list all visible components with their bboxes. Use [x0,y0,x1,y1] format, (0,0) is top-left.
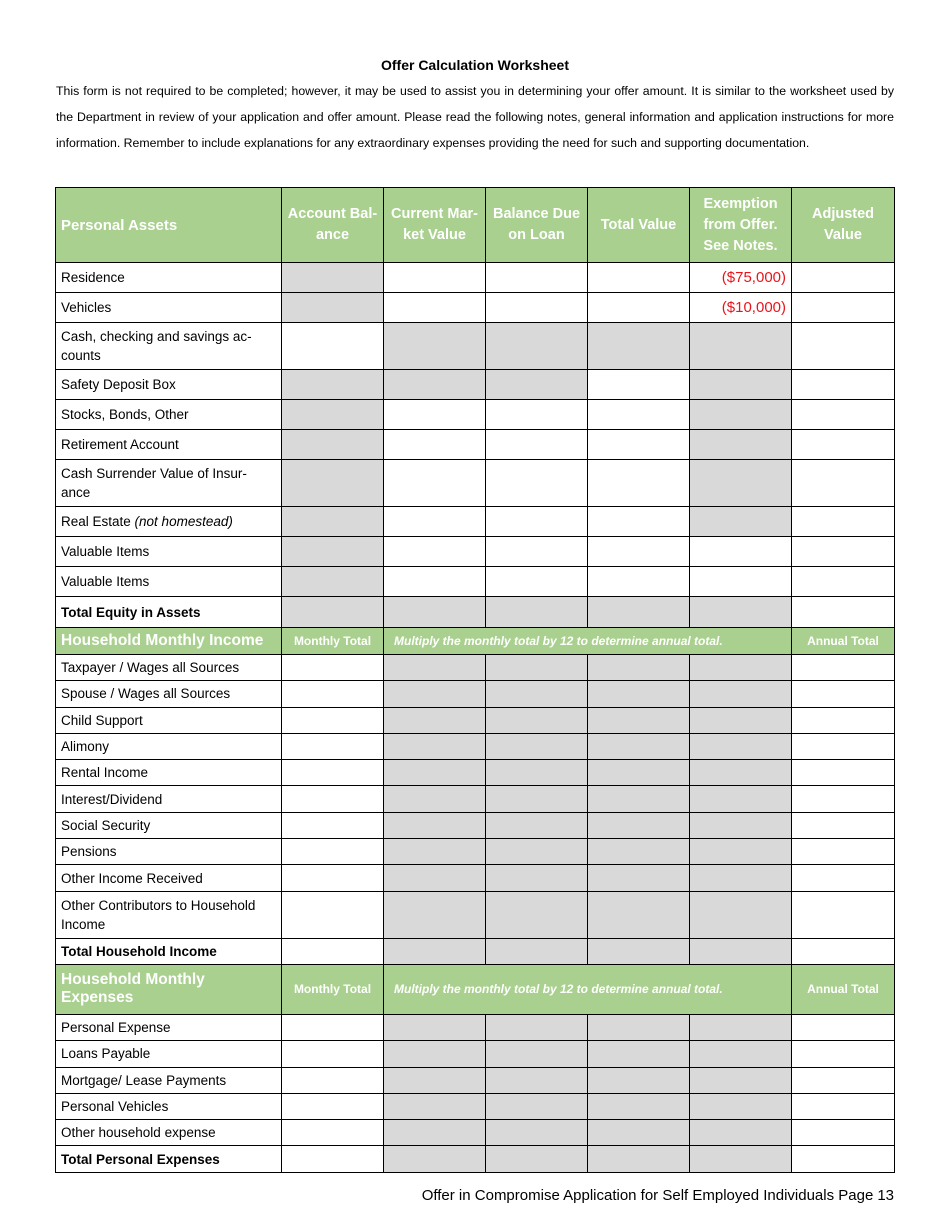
annual-total-cell[interactable] [792,1067,895,1093]
income-row-label: Pensions [56,839,282,865]
market-value-cell [384,370,486,400]
shaded-cell [690,812,792,838]
shaded-cell [384,1120,486,1146]
asset-row-safety-deposit-box [56,370,895,400]
expenses-section-title: Household Monthly Expenses [56,964,282,1014]
shaded-cell [690,1067,792,1093]
exemption-cell [690,400,792,430]
expense-row-label: Total Personal Expenses [56,1146,282,1172]
shaded-cell [690,707,792,733]
asset-row-valuable-items [56,567,895,597]
expenses-multiply-note: Multiply the monthly total by 12 to determine annual total. [384,964,792,1014]
income-rows [56,655,895,965]
shaded-cell [384,865,486,891]
expense-row [56,1067,895,1093]
total-value-cell[interactable] [588,400,690,430]
shaded-cell [588,891,690,938]
expense-row-label: Personal Expense [56,1014,282,1040]
asset-row-stocks-bonds [56,400,895,430]
income-annual-total-header: Annual Total [792,628,895,655]
shaded-cell [486,1067,588,1093]
asset-row-retirement-account [56,430,895,460]
shaded-cell [690,1014,792,1040]
shaded-cell [384,1067,486,1093]
shaded-cell [588,786,690,812]
asset-row-valuable-items [56,537,895,567]
asset-row-total-equity [56,597,895,628]
account-balance-cell [282,370,384,400]
balance-due-cell[interactable] [486,263,588,293]
shaded-cell [690,760,792,786]
adjusted-value-cell[interactable] [792,430,895,460]
annual-total-cell[interactable] [792,681,895,707]
income-row [56,891,895,938]
shaded-cell [384,1014,486,1040]
exemption-cell [690,323,792,370]
shaded-cell [486,1014,588,1040]
income-row-label: Other Income Received [56,865,282,891]
shaded-cell [588,812,690,838]
shaded-cell [690,733,792,759]
total-value-cell [588,323,690,370]
adjusted-value-cell[interactable] [792,370,895,400]
income-row-label: Taxpayer / Wages all Sources [56,655,282,681]
real-estate-label: Real Estate [61,514,135,529]
income-row-label: Other Contributors to Household Income [56,891,282,938]
col-header-adjusted-value: Adjusted Value [792,188,895,263]
total-value-cell[interactable] [588,370,690,400]
shaded-cell [588,1093,690,1119]
shaded-cell [690,938,792,964]
shaded-cell [588,1120,690,1146]
balance-due-cell[interactable] [486,567,588,597]
exemption-cell: ($75,000) [690,263,792,293]
monthly-total-cell[interactable] [282,707,384,733]
monthly-total-cell[interactable] [282,760,384,786]
income-row-label: Rental Income [56,760,282,786]
income-row [56,839,895,865]
asset-row-real-estate [56,507,895,537]
page-number: 13 [877,1187,894,1204]
shaded-cell [690,655,792,681]
shaded-cell [384,707,486,733]
offer-worksheet-table [55,187,895,1173]
monthly-total-cell[interactable] [282,1014,384,1040]
col-header-balance-due-on-loan: Balance Due on Loan [486,188,588,263]
shaded-cell [486,707,588,733]
asset-label: Cash Surrender Value of Insur-ance [56,460,282,507]
shaded-cell [690,891,792,938]
balance-due-cell[interactable] [486,507,588,537]
shaded-cell [690,1093,792,1119]
shaded-cell [690,1041,792,1067]
income-row-label: Social Security [56,812,282,838]
shaded-cell [690,839,792,865]
income-row [56,655,895,681]
account-balance-cell [282,460,384,507]
account-balance-cell [282,430,384,460]
asset-label: Residence [56,263,282,293]
balance-due-cell [486,323,588,370]
shaded-cell [690,1146,792,1172]
shaded-cell [588,707,690,733]
footer-text: Offer in Compromise Application for Self Employed Individuals Page [421,1187,874,1204]
annual-total-cell[interactable] [792,1093,895,1119]
balance-due-cell[interactable] [486,293,588,323]
asset-row-cash-accounts [56,323,895,370]
expense-row [56,1041,895,1067]
real-estate-note: (not homestead) [134,514,233,529]
income-row-label: Spouse / Wages all Sources [56,681,282,707]
total-value-cell[interactable] [588,507,690,537]
account-balance-cell[interactable] [282,323,384,370]
exemption-cell: ($10,000) [690,293,792,323]
asset-label: Valuable Items [56,537,282,567]
market-value-cell[interactable] [384,567,486,597]
col-header-personal-assets: Personal Assets [56,188,282,263]
balance-due-cell[interactable] [486,460,588,507]
shaded-cell [486,891,588,938]
income-row [56,733,895,759]
annual-total-cell[interactable] [792,839,895,865]
adjusted-value-cell[interactable] [792,400,895,430]
market-value-cell[interactable] [384,430,486,460]
income-monthly-total-header: Monthly Total [282,628,384,655]
annual-total-cell[interactable] [792,760,895,786]
shaded-cell [486,655,588,681]
asset-label: Safety Deposit Box [56,370,282,400]
shaded-cell [486,1120,588,1146]
expense-rows [56,1014,895,1172]
total-value-cell[interactable] [588,460,690,507]
adjusted-value-cell[interactable] [792,263,895,293]
shaded-cell [486,760,588,786]
account-balance-cell [282,567,384,597]
annual-total-cell[interactable] [792,1146,895,1172]
account-balance-cell [282,507,384,537]
market-value-cell[interactable] [384,507,486,537]
market-value-cell[interactable] [384,263,486,293]
balance-due-cell[interactable] [486,537,588,567]
asset-row-vehicles [56,293,895,323]
shaded-cell [486,839,588,865]
income-row-label: Interest/Dividend [56,786,282,812]
asset-label: Retirement Account [56,430,282,460]
shaded-cell [384,655,486,681]
expense-row-label: Personal Vehicles [56,1093,282,1119]
income-section-header [56,628,895,655]
shaded-cell [384,1093,486,1119]
exemption-cell [690,370,792,400]
shaded-cell [588,865,690,891]
adjusted-value-cell[interactable] [792,507,895,537]
income-row [56,812,895,838]
exemption-cell [690,460,792,507]
income-row-label: Total Household Income [56,938,282,964]
market-value-cell [384,323,486,370]
monthly-total-cell[interactable] [282,891,384,938]
income-multiply-note: Multiply the monthly total by 12 to determine annual total. [384,628,792,655]
account-balance-cell [282,293,384,323]
income-row [56,938,895,964]
balance-due-cell [486,370,588,400]
total-value-cell [588,597,690,628]
monthly-total-cell[interactable] [282,1067,384,1093]
total-value-cell[interactable] [588,263,690,293]
balance-due-cell[interactable] [486,400,588,430]
annual-total-cell[interactable] [792,733,895,759]
annual-total-cell[interactable] [792,707,895,733]
shaded-cell [384,733,486,759]
shaded-cell [690,1120,792,1146]
annual-total-cell[interactable] [792,1014,895,1040]
col-header-current-market-value: Current Mar-ket Value [384,188,486,263]
income-row [56,681,895,707]
monthly-total-cell[interactable] [282,1093,384,1119]
annual-total-cell[interactable] [792,865,895,891]
shaded-cell [588,681,690,707]
expense-row-label: Mortgage/ Lease Payments [56,1067,282,1093]
market-value-cell[interactable] [384,460,486,507]
adjusted-value-cell[interactable] [792,293,895,323]
adjusted-value-cell[interactable] [792,537,895,567]
monthly-total-cell[interactable] [282,1041,384,1067]
market-value-cell[interactable] [384,400,486,430]
adjusted-value-cell[interactable] [792,597,895,628]
expense-row [56,1093,895,1119]
monthly-total-cell[interactable] [282,786,384,812]
shaded-cell [588,1014,690,1040]
total-value-cell[interactable] [588,537,690,567]
monthly-total-cell[interactable] [282,865,384,891]
shaded-cell [588,1067,690,1093]
shaded-cell [588,839,690,865]
asset-row-cash-surrender-value [56,460,895,507]
shaded-cell [486,1093,588,1119]
page-footer [418,1187,894,1204]
monthly-total-cell[interactable] [282,1146,384,1172]
annual-total-cell[interactable] [792,891,895,938]
asset-label: Valuable Items [56,567,282,597]
monthly-total-cell[interactable] [282,733,384,759]
annual-total-cell[interactable] [792,938,895,964]
shaded-cell [384,891,486,938]
shaded-cell [588,733,690,759]
total-value-cell[interactable] [588,293,690,323]
market-value-cell[interactable] [384,293,486,323]
balance-due-cell[interactable] [486,430,588,460]
monthly-total-cell[interactable] [282,812,384,838]
shaded-cell [588,760,690,786]
asset-label: Total Equity in Assets [56,597,282,628]
annual-total-cell[interactable] [792,1120,895,1146]
shaded-cell [486,1041,588,1067]
income-row [56,707,895,733]
col-header-account-balance: Account Bal-ance [282,188,384,263]
shaded-cell [588,938,690,964]
shaded-cell [384,786,486,812]
shaded-cell [588,1146,690,1172]
shaded-cell [384,812,486,838]
expense-row [56,1120,895,1146]
expense-row-label: Other household expense [56,1120,282,1146]
expenses-section-header [56,964,895,1014]
shaded-cell [384,938,486,964]
adjusted-value-cell[interactable] [792,323,895,370]
shaded-cell [486,812,588,838]
shaded-cell [384,760,486,786]
asset-label [56,507,282,537]
shaded-cell [384,1041,486,1067]
account-balance-cell [282,400,384,430]
shaded-cell [690,865,792,891]
expense-row [56,1146,895,1172]
total-value-cell[interactable] [588,567,690,597]
shaded-cell [486,733,588,759]
shaded-cell [384,1146,486,1172]
exemption-cell [690,507,792,537]
shaded-cell [690,681,792,707]
monthly-total-cell[interactable] [282,938,384,964]
expense-row [56,1014,895,1040]
shaded-cell [588,1041,690,1067]
monthly-total-cell[interactable] [282,681,384,707]
assets-header-row [56,188,895,263]
shaded-cell [690,786,792,812]
adjusted-value-cell[interactable] [792,567,895,597]
shaded-cell [486,865,588,891]
income-row [56,786,895,812]
monthly-total-cell[interactable] [282,655,384,681]
asset-label: Stocks, Bonds, Other [56,400,282,430]
annual-total-cell[interactable] [792,786,895,812]
income-row [56,760,895,786]
total-value-cell[interactable] [588,430,690,460]
shaded-cell [486,786,588,812]
annual-total-cell[interactable] [792,1041,895,1067]
exemption-cell[interactable] [690,537,792,567]
shaded-cell [384,681,486,707]
market-value-cell [384,597,486,628]
expenses-monthly-total-header: Monthly Total [282,964,384,1014]
monthly-total-cell[interactable] [282,839,384,865]
exemption-cell [690,430,792,460]
exemption-cell[interactable] [690,567,792,597]
shaded-cell [486,681,588,707]
asset-row-residence [56,263,895,293]
balance-due-cell [486,597,588,628]
page-title: Offer Calculation Worksheet [380,57,569,73]
adjusted-value-cell[interactable] [792,460,895,507]
monthly-total-cell[interactable] [282,1120,384,1146]
col-header-total-value: Total Value [588,188,690,263]
intro-paragraph: This form is not required to be completed; however, it may be used to assist you in determining your offer amount. It is similar to the worksheet used by the Department in review of your application and offer amount. Please read the following notes, general information and application instructions for more information. Remember to include explanations for any extraordinary expenses providing the need for such and supporting documentation. [56,84,894,150]
annual-total-cell[interactable] [792,812,895,838]
account-balance-cell [282,597,384,628]
col-header-exemption: Exemption from Offer. See Notes. [690,188,792,263]
account-balance-cell [282,263,384,293]
shaded-cell [384,839,486,865]
shaded-cell [486,1146,588,1172]
asset-label: Cash, checking and savings ac-counts [56,323,282,370]
shaded-cell [486,938,588,964]
expenses-annual-total-header: Annual Total [792,964,895,1014]
asset-label: Vehicles [56,293,282,323]
income-row-label: Child Support [56,707,282,733]
account-balance-cell [282,537,384,567]
market-value-cell[interactable] [384,537,486,567]
exemption-cell [690,597,792,628]
income-section-title: Household Monthly Income [56,628,282,655]
income-row [56,865,895,891]
income-row-label: Alimony [56,733,282,759]
shaded-cell [588,655,690,681]
annual-total-cell[interactable] [792,655,895,681]
expense-row-label: Loans Payable [56,1041,282,1067]
